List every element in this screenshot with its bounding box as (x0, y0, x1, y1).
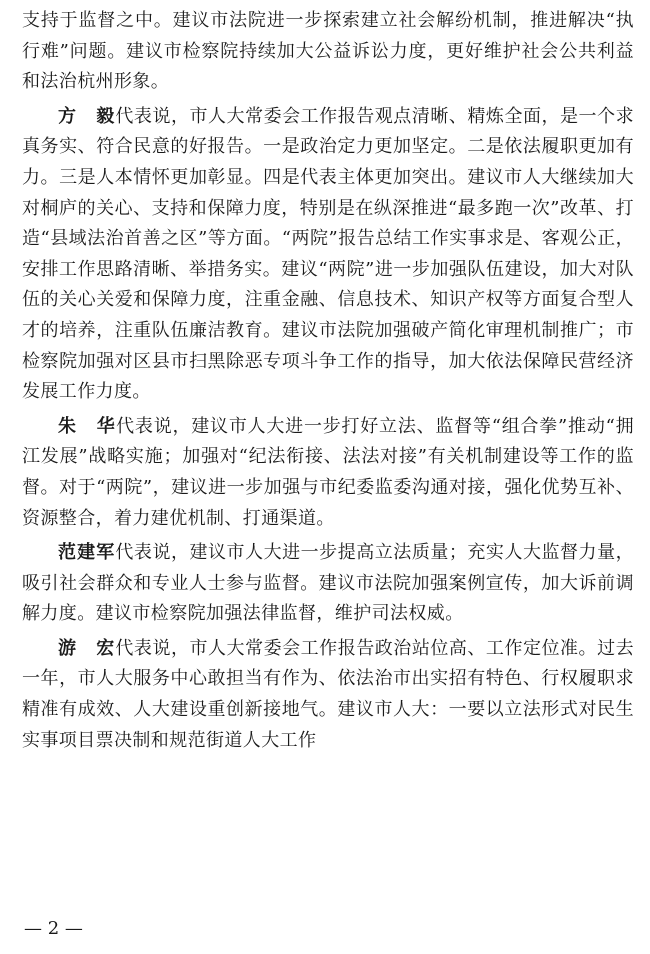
paragraph-text: 支持于监督之中。建议市法院进一步探索建立社会解纷机制，推进解决“执行难”问题。建议市检察院持续加大公益诉讼力度，更好维护社会公共利益和法治杭州形象。 (22, 10, 634, 93)
speaker-name: 方 毅 (58, 105, 116, 127)
paragraph-text: 代表说，建议市人大进一步打好立法、监督等“组合拳”推动“拥江发展”战略实施；加强对“纪法衔接、法法对接”有关机制建设等工作的监督。对于“两院”，建议进一步加强与市纪委监委沟通对接，强化优势互补、资源整合，着力建优机制、打通渠道。 (22, 415, 634, 529)
paragraph-fang-yi (22, 102, 634, 408)
document-page (22, 6, 634, 756)
paragraph-text: 代表说，市人大常委会工作报告观点清晰、精炼全面，是一个求真务实、符合民意的好报告。一是政治定力更加坚定。二是依法履职更加有力。三是人本情怀更加彰显。四是代表主体更加突出。建议市人大继续加大对桐庐的关心、支持和保障力度，特别是在纵深推进“最多跑一次”改革、打造“县域法治首善之区”等方面。“两院”报告总结工作实事求是、客观公正，安排工作思路清晰、举措务实。建议“两院”进一步加强队伍建设，加大对队伍的关心关爱和保障力度，注重金融、信息技术、知识产权等方面复合型人才的培养，注重队伍廉洁教育。建议市法院加强破产简化审理机制推广；市检察院加强对区县市扫黑除恶专项斗争工作的指导，加大依法保障民营经济发展工作力度。 (22, 105, 635, 403)
paragraph-text: 代表说，市人大常委会工作报告政治站位高、工作定位准。过去一年，市人大服务中心敢担当有作为、依法治市出实招有特色、行权履职求精准有成效、人大建设重创新接地气。建议市人大：一要以立法形式对民生实事项目票决制和规范街道人大工作 (22, 637, 635, 751)
paragraph-text: 代表说，建议市人大进一步提高立法质量；充实人大监督力量，吸引社会群众和专业人士参与监督。建议市法院加强案例宣传，加大诉前调解力度。建议市检察院加强法律监督，维护司法权威。 (22, 542, 635, 625)
speaker-name: 朱 华 (58, 415, 117, 437)
paragraph-fan-jianjun (22, 538, 634, 630)
paragraph-you-hong (22, 634, 634, 756)
speaker-name: 游 宏 (58, 637, 116, 659)
page-number: — 2 — (24, 918, 83, 939)
paragraph-zhu-hua (22, 412, 634, 534)
speaker-name: 范建军 (58, 542, 116, 564)
paragraph-continuation (22, 6, 634, 98)
